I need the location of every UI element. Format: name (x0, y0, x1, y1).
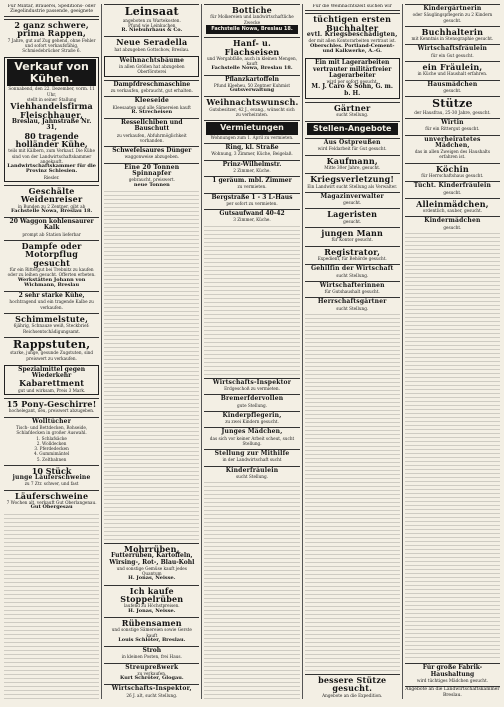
christmas-trees-title: Weihnachtsbäume (119, 56, 185, 64)
beet-seed-company: Louis Schlöter, Breslau. (118, 636, 186, 643)
fertilizer-ad (104, 146, 199, 161)
miss-ad (405, 61, 500, 78)
factory-household-title: Für große Fabrik-Haushaltung (422, 664, 483, 678)
gardener-title: Gärtner (333, 102, 371, 113)
maid-of-all-work-title: Alleinmädchen, (416, 198, 489, 209)
linseed-ad (104, 4, 199, 34)
registrar-body: Expedient, für Behörde gesucht. (317, 256, 387, 262)
vats-company: Fachstelle Nowa, Breslau 18. (206, 25, 297, 34)
housekeeping-miss-body: für ein Gut gesucht. (431, 52, 474, 58)
turnips-sub: Futterrüben, Kartoffeln, Wirsing-, Rot-, Blau-Kohl (109, 552, 195, 566)
stubble-turnips-ad (104, 585, 199, 615)
clover-body: Kleesaaten und alle Sämereien kauft (112, 104, 191, 110)
column-3-filler (204, 482, 299, 699)
governess-body: sucht Stellung. (236, 474, 269, 480)
factory-household-body: wird tüchtiges Mädchen gesucht. (416, 677, 488, 683)
plough-title: Dampfe oder Motorpflug gesucht (21, 240, 82, 268)
remedy-name: Kabarettment (19, 378, 85, 389)
cows2-title: 2 sehr starke Kühe, (18, 292, 85, 300)
beet-seed-title: Rübensamen (121, 617, 182, 628)
nanny-body: zu zwei Kindern gesucht. (225, 419, 279, 425)
nursemaid-body: gesucht. (443, 224, 462, 230)
ring-street-title: Ring, kl. Straße (225, 144, 279, 151)
inspector-ad (104, 684, 199, 699)
young-girl-title: Junges Mädchen, (221, 428, 283, 436)
lime-title: 20 Waggon kohlensaurer Kalk (9, 218, 94, 232)
christmas-wish-body: Gutsbesitzer, 42 J., evang., wünscht sich zu verheiraten. (209, 106, 295, 118)
linseed-company: R. Niebuhrhaus & Co. (121, 27, 183, 34)
housemaid-title: Hausmädchen (427, 80, 478, 88)
christmas-trees-ad (104, 56, 199, 77)
inspector-body: 26 J. alt, sucht Stellung. (126, 692, 178, 698)
better-help-ad (305, 674, 400, 699)
clover-company: R. Strecheisen (131, 108, 173, 115)
seed-potatoes-title: Pflanzkartoffeln (225, 75, 279, 83)
pony-title: 15 Pony-Geschirre! (6, 399, 97, 410)
rentals-title: Vermietungen (206, 122, 297, 134)
blankets-item-4: 4. Gummimäntel (33, 451, 70, 457)
serradella-body: hat abzugeben Gottschow, Breslau. (114, 46, 190, 52)
linseed-sub: Pfund wie Leinkuchen (128, 22, 176, 28)
blankets-item-2: 2. Wolldecken (36, 440, 67, 446)
plough-body: für ein Rittergut bei Trebnitz zu kaufen oder zu leihen gesucht. Offerten erbeten. (7, 267, 96, 278)
housekeepers-body: für Gutshaushalt gesucht. (324, 289, 380, 295)
column-3 (204, 4, 302, 699)
pony-body: hochelegant, neu, preiswert abzugeben. (8, 408, 95, 414)
blankets-title: Wolltücher (32, 417, 72, 425)
straw-body: in kleinen Posten, frei Haus. (121, 654, 182, 660)
capable-nanny-body: gesucht. (443, 189, 462, 195)
stockist-ad (305, 208, 400, 225)
tonnes-title: Eine 20 Tonnen Spinnapfer (124, 163, 180, 178)
ground-floor-ad (204, 378, 299, 393)
gardener-body: sucht Stellung. (336, 112, 369, 118)
grey-mare-body: 6jährig, Schnauze weiß, Steckbrief: Reichsentschädigungsamt. (13, 323, 90, 334)
furnished-room-ad (204, 176, 299, 191)
female-bookkeeper-ad (405, 26, 500, 43)
stubble-turnips-title: Ich kaufe Stoppelrüben (120, 585, 184, 605)
stubble-turnips-body: laufend zu Höchstpreisen. (123, 603, 180, 609)
lime-body: prompt ab Station lieferbar (22, 231, 81, 237)
young-girl-body: das sich vor keiner Arbeit scheut, sucht Stellung. (209, 435, 295, 446)
unmarried-girl-body: das in allen Zweigen des Haushalts erfahren ist. (414, 149, 491, 160)
tonnes-ad (104, 163, 199, 189)
runner-pigs-title: Läuferschweine (14, 490, 89, 501)
cows2-ad (4, 291, 99, 311)
cows-sale-date: Sonnabend, den 22. Dezember, vorm. 11 Uhr, (8, 86, 95, 97)
bookkeeper-company: Oberschles. Portland-Cement- und Kalkwerke, A.-G. (309, 42, 395, 54)
grey-mare-title: Schimmelstute, (15, 313, 89, 324)
cows2-body: hochtragend und ein tragende Kalbe zu verkaufen. (9, 299, 94, 310)
war-injury-title: Kriegsverletzung! (310, 174, 395, 185)
lime-ad (4, 217, 99, 238)
cows-sale-count: 80 tragende holländer Kühe, (15, 130, 88, 149)
young-man-body: für Kontor gesucht. (331, 237, 373, 243)
fertilizer-title: Schwefelsaures Dünger (112, 147, 192, 155)
estate-gardener-body: sucht Stellung. (336, 305, 369, 311)
runner-pigs-ad (4, 490, 99, 512)
christmas-trees-body: in allen Größen hat abzugeben Oberförsterei (119, 64, 185, 75)
prinz-ad (204, 160, 299, 175)
cook-ad (405, 163, 500, 180)
assistant-title: Gehilfin der Wirtschaft (310, 265, 394, 273)
blankets-body: Tisch- und Bettdecken, Rohseide, Schlafdecken in großer Auswahl. (16, 425, 88, 436)
ground-floor-title: Wirtschafts-Inspektor (212, 378, 292, 386)
young-girl-ad (204, 427, 299, 447)
merchant-ad (305, 155, 400, 172)
distillery-body: gute Stellung. (237, 402, 267, 408)
bergstrasse-body: per sofort zu vermieten. (226, 200, 278, 206)
runner-pigs-footer: Gut Obergesau (30, 504, 73, 511)
better-help-body: Angebote an die Expedition. (322, 692, 383, 698)
female-bookkeeper-title: Buchhalterin (421, 26, 484, 37)
beet-seed-ad (104, 617, 199, 644)
plough-ad (4, 240, 99, 289)
bookkeeper-title: tüchtigen ersten Buchhalter (313, 14, 392, 33)
distillery-title: Bremerfdervollen (220, 395, 284, 403)
willow-seller: Fachstelle Nowa, Breslau 18. (10, 207, 93, 214)
merchant-title: Kaufmann, (326, 155, 378, 166)
estate-gardener-ad (305, 297, 400, 312)
black-mares-title: Rappstuten, (12, 337, 91, 351)
hemp-body: und Wergabfälle, auch in kleinen Mengen, kauft (206, 55, 298, 67)
column-2-spacer (104, 191, 199, 341)
young-man-ad (305, 227, 400, 244)
maid-of-all-work-body: ordentlich, sauber, gesucht. (422, 208, 483, 214)
landlady-ad (405, 118, 500, 133)
housemaid-ad (405, 80, 500, 95)
rubble-body: zu verkaufen, Abfuhrmöglichkeit vorhanden. (116, 132, 187, 143)
governess-title: Kinderfräulein (225, 466, 279, 474)
assistant-body: sucht Stellung. (336, 272, 369, 278)
seed-potatoes-company: Gutsverwaltung (229, 87, 275, 94)
header-line: Für Militär, Brauerei, Speditions- oder Ziegelindustrie passende, geeignete (4, 4, 99, 17)
rentals-body: Wohnungen zum 1. April zu vermieten. (210, 134, 294, 140)
estate-title: Gutsaufwand 40-42 (219, 210, 285, 218)
miss-title: ein Fräulein, (422, 61, 483, 72)
turnips-title: Mohrrüben, (124, 543, 180, 554)
east-prussia-body: wird Feldarbeit für Gut gesucht. (317, 146, 387, 152)
thresher-ad (104, 80, 199, 95)
gardener-ad (305, 102, 400, 119)
fertilizer-body: waggonweise abzugeben. (124, 154, 180, 160)
straw-press-company: Kurt Schröter, Glogau. (119, 675, 184, 682)
cows-sale-where: stellt in seiner Stallung (26, 96, 77, 102)
col4-top-line: Für die Weihnachtszeit suchen wir (305, 4, 400, 11)
hemp-title: Hanf- u. Flachseisen (224, 38, 280, 57)
col5-bottom-line: Angebote an die Landwirtschaftskammer Breslau. (405, 687, 500, 698)
estate-ad (204, 209, 299, 224)
straw-ad (104, 646, 199, 661)
housekeepers-title: Wirtschafterinnen (319, 281, 385, 289)
cows-sale-sub: Riesler. (43, 174, 60, 180)
turnips-company: H. Jonas, Neisse. (128, 575, 176, 582)
job-offers-header (305, 121, 400, 136)
housemaid-body: gesucht. (443, 87, 462, 93)
job-offers-title: Stellen-Angebote (307, 123, 398, 135)
prinz-body: 2 Zimmer, Küche. (233, 167, 271, 173)
straw-title: Stroh (142, 647, 162, 655)
kindergarten-ad (405, 4, 500, 24)
bergstrasse-title: Bergstraße 1 - 3 L-Haus (211, 193, 293, 201)
unmarried-girl-title: unverheiratetes Mädchen, (424, 135, 481, 149)
cook-body: für Herrschaftshaus gesucht. (421, 173, 484, 178)
governess-ad (204, 466, 299, 481)
willow-title: Geschälte Weidenreiser (20, 185, 83, 205)
pony-ad (4, 398, 99, 415)
remedy-ad (4, 365, 99, 395)
column-5 (405, 4, 500, 699)
support-body: der Hausfrau, 25-30 Jahre, gesucht. (414, 109, 491, 115)
cook-title: Köchin (435, 163, 469, 174)
piglets-sub: junge Läuferschweine (12, 474, 91, 482)
war-injury-body: Ein Landwirt sucht Stellung als Verwalter. (307, 183, 398, 189)
storekeeper-ad (305, 192, 400, 207)
beet-seed-body: und sonstige Sämereien sowie Gerste kauft (111, 627, 192, 638)
kindergarten-body: oder Säuglingspflegerin zu 2 Kindern gesucht. (412, 12, 493, 23)
hemp-company: Fachstelle Nowa, Breslau 18. (211, 65, 293, 72)
straw-press-ad (104, 663, 199, 683)
warehouse-company: M. J. Caro & Sohn, G. m. b. H. (311, 83, 393, 97)
assistant-ad (305, 264, 400, 279)
bookkeeper-ad (305, 13, 400, 55)
piglets-body: zu 7 Ztr. schwer, und fast (24, 481, 79, 487)
warehouse-title: Ein mit Lagerarbeiten vertrauter militärfreier Lagerarbeiter (313, 59, 392, 79)
furnished-room-title: 1 geräum. mbl. Zimmer (212, 177, 292, 185)
female-bookkeeper-body: mit Kenntnis in Stenographie gesucht. (411, 36, 494, 42)
column-4-filler (305, 314, 400, 672)
distillery-ad (204, 394, 299, 409)
christmas-wish-ad (204, 96, 299, 118)
rentals-header (204, 120, 299, 141)
housekeepers-ad (305, 281, 400, 296)
support-title: Stütze (432, 97, 473, 111)
unmarried-girl-ad (405, 135, 500, 161)
black-mares-body: starke, junge, gesunde Zugstuten, sind preiswert zu verkaufen. (10, 350, 94, 361)
thresher-title: Dampfdreschmaschine (113, 80, 191, 88)
clover-ad (104, 96, 199, 116)
miss-body: in Küche und Haushalt erfahren. (417, 71, 488, 77)
capable-nanny-ad (405, 181, 500, 196)
stubble-turnips-company: H. Jonas, Neisse. (128, 607, 176, 614)
stockist-body: gesucht. (343, 218, 362, 224)
remedy-body: gut und wirksam, Preis 3 Mark. (17, 387, 86, 393)
stockist-title: Lageristen (327, 209, 378, 220)
serradella-ad (104, 36, 199, 53)
linseed-body: angeboten zu Wartekosten. (122, 17, 181, 23)
inspector-title: Wirtschafts-Inspektor, (111, 685, 192, 693)
straw-press-title: Streupreßwerk (125, 663, 179, 671)
landlady-title: Wirtin (441, 118, 464, 126)
column-5-filler (405, 233, 500, 661)
piglets-ad (4, 465, 99, 488)
support-ad (405, 96, 500, 116)
christmas-wish-title: Weihnachtswunsch. (206, 97, 299, 108)
housekeeping-miss-ad (405, 44, 500, 59)
estate-body: 3 Zimmer, Küche. (233, 217, 271, 223)
warehouse-ad (305, 58, 400, 99)
cows-sale-footer: Landwirtschaftskammer für die Provinz Schlesien. (7, 163, 96, 175)
cows-sale-company: Viehhandelsfirma Fleischhauer, (10, 101, 93, 120)
plough-company: Werkstätten Johann von Wichmann, Breslau (17, 276, 86, 288)
seed-potatoes-ad (204, 75, 299, 95)
east-prussia-title: Aus Ostpreußen (323, 138, 381, 146)
prinz-title: Prinz-Wilhelmstr. (222, 160, 282, 168)
landlady-body: für ein Rittergut gesucht. (425, 126, 480, 132)
assist-body: in der Landwirtschaft sucht (222, 457, 282, 463)
rubble-title: Ressellchiben und Bauschutt (120, 119, 183, 133)
maid-of-all-work-ad (405, 198, 500, 215)
vats-body: für Molkereien und landwirtschaftliche Zwecke (210, 14, 294, 25)
grey-mare-ad (4, 313, 99, 335)
estate-gardener-title: Herrschaftsgärtner (317, 298, 387, 306)
hemp-ad (204, 37, 299, 73)
nanny-ad (204, 411, 299, 426)
blankets-ad (4, 417, 99, 463)
ground-floor-body: Erdgeschoß zu vermieten. (224, 386, 280, 392)
rubble-ad (104, 118, 199, 144)
vats-title: Bottiche (232, 5, 272, 15)
better-help-title: bessere Stütze gesucht. (318, 674, 387, 694)
horses-body: 7 Jahre, gut auf Zug gehend, ohne Fehler und sofort verkaufsfähig, Schmiedebrücker Straße 6. (7, 37, 96, 54)
newspaper-page (4, 4, 500, 699)
tonnes-body: gebraucht, preiswert. (128, 177, 175, 183)
serradella-title: Neue Seradella (116, 37, 188, 48)
bergstrasse-ad (204, 193, 299, 208)
factory-household-ad (405, 663, 500, 684)
column-2-filler (104, 343, 199, 541)
horses-title: 2 ganz schwere, prima Rappen, (14, 19, 89, 39)
willow-body: in Bunden zu 2 Zentner, gibt ab (17, 203, 86, 209)
war-injury-ad (305, 173, 400, 190)
cows-sale-address: Breslau, Jahnstraße Nr. 31, (11, 117, 92, 132)
storekeeper-title: Magazinverwalter (320, 192, 384, 200)
piglets-title: 10 Stück (31, 465, 72, 476)
registrar-title: Registrator, (324, 246, 381, 257)
thresher-body: zu verkaufen, gebraucht, gut erhalten. (110, 88, 193, 94)
warehouse-body: wird per sofort gesucht. (326, 79, 378, 85)
blankets-item-1: 1. Schlafsäcke (36, 435, 67, 441)
turnips-ad (104, 543, 199, 583)
east-prussia-ad (305, 138, 400, 153)
black-mares-ad (4, 337, 99, 362)
horses-ad (4, 19, 99, 55)
merchant-body: Mitte 30er Jahre, gesucht. (324, 164, 381, 170)
linseed-title: Leinsaat (124, 5, 179, 18)
remedy-title: Spezialmittel gegen Wiederkehr (18, 365, 86, 380)
blankets-item-3: 3. Pferdedecken (34, 446, 69, 452)
seed-potatoes-body: Pfund Kleeheu, 50 Zentner Kuhmist (213, 82, 291, 88)
storekeeper-body: gesucht. (343, 200, 362, 206)
runner-pigs-body: 7 Wochen alt, verkauft Gut Oberlangenau. (6, 500, 97, 506)
turnips-body: und sonstige Gemüse kauft jedes Quantum (116, 565, 187, 577)
assist-title: Stellung zur Mithilfe (214, 450, 290, 458)
column-1-filler (4, 514, 99, 699)
column-3-spacer (204, 226, 299, 376)
assist-ad (204, 449, 299, 464)
willow-ad (4, 185, 99, 215)
cows-sale-ad (4, 57, 99, 182)
bookkeeper-sub: evtl. Kriegsbeschädigten, (306, 31, 398, 39)
bookkeeper-body: der mit allen Kontorarbeiten vertraut ist. (308, 38, 396, 44)
nursemaid-title: Kindermädchen (424, 217, 481, 225)
straw-press-body: zu verkaufen. (137, 670, 167, 676)
nanny-title: Kinderpflegerin, (222, 411, 282, 419)
tonnes-sub: neue Tonnen (133, 181, 170, 188)
column-2 (104, 4, 202, 699)
column-4 (305, 4, 403, 699)
cows-sale-title: Verkauf von Kühen. (7, 59, 96, 86)
young-man-title: jungen Mann (321, 228, 384, 238)
vats-ad (204, 4, 299, 35)
housekeeping-miss-title: Wirtschaftsfräulein (417, 45, 488, 53)
cows-sale-body: teils mit Kälbern, zum Verkauf. Die Kühe sind von der Landwirtschaftskammer angekauft. (8, 148, 95, 164)
clover-title: Kleeseide (134, 97, 170, 105)
capable-nanny-title: Tücht. Kinderfräulein (413, 182, 492, 190)
ring-street-body: Wohnung, 3 Zimmer, Küche, Beigelaß. (211, 151, 293, 157)
blankets-item-5: 5. Zeltbahnen (36, 456, 67, 462)
column-1 (4, 4, 102, 699)
ring-street-ad (204, 143, 299, 158)
furnished-room-body: zu vermieten. (237, 184, 267, 190)
nursemaid-ad (405, 216, 500, 231)
registrar-ad (305, 246, 400, 263)
kindergarten-title: Kindergärtnerin (423, 5, 482, 12)
